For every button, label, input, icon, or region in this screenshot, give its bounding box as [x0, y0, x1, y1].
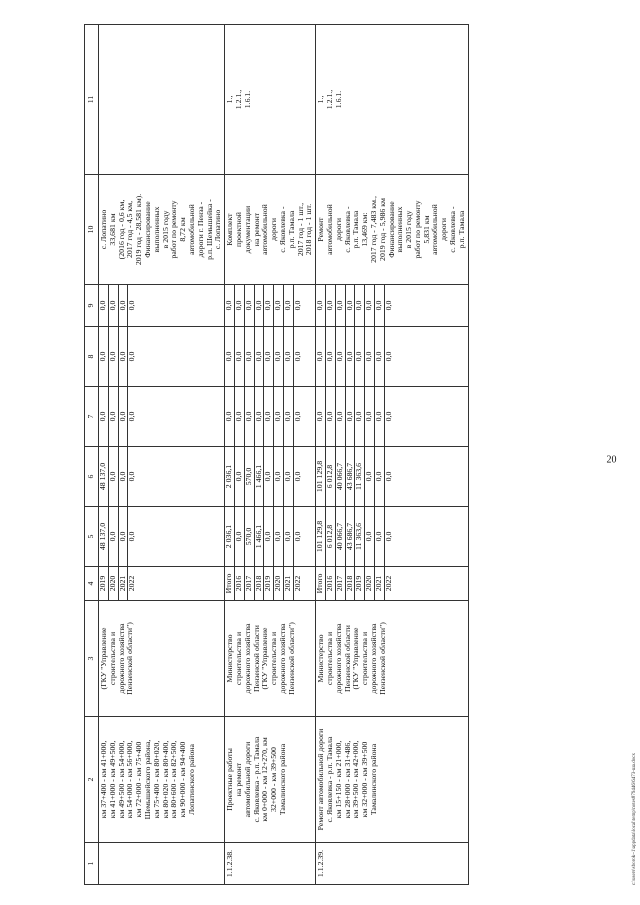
value-cell: 0,0: [274, 507, 284, 566]
value-cell: 0,0: [127, 531, 137, 542]
value-cell: 0,0: [109, 327, 119, 386]
value-cell: 2 036,1: [225, 507, 235, 566]
value-cell: 40 066,7: [336, 507, 346, 566]
value-cell: 2018: [346, 567, 356, 600]
row-executor-text: Министерство строительства и дорожного хозяйства Пензенской области (ГКУ "Управление строительства и дорожного хозяйства Пензенской области"): [316, 622, 387, 695]
value-cell: Итого: [316, 567, 326, 600]
value-cell: 0,0: [109, 447, 119, 506]
values-c6: [225, 447, 316, 507]
value-cell: 0,0: [274, 447, 284, 506]
value-cell: 0,0: [284, 507, 294, 566]
row-result: [99, 175, 225, 285]
file-path-footer: c:\users\sborok~1\appdata\local\temp\notes879446\6473-ша.docx: [632, 753, 637, 885]
row-id: [316, 843, 469, 885]
value-cell: 2022: [127, 575, 137, 592]
values-c9: [225, 285, 316, 327]
page-number: 20: [606, 454, 617, 466]
value-cell: 11 363,6: [355, 447, 365, 506]
value-cell: 0,0: [355, 285, 365, 326]
program-table: [84, 24, 469, 885]
values-c8: [99, 327, 225, 387]
value-cell: 0,0: [365, 507, 375, 566]
value-cell: 0,0: [245, 285, 255, 326]
value-cell: 0,0: [264, 327, 274, 386]
value-cell: 0,0: [292, 300, 302, 311]
col-header: 5: [85, 507, 99, 567]
value-cell: 101 129,8: [316, 507, 326, 566]
row-id: [225, 843, 316, 885]
value-cell: 0,0: [292, 351, 302, 362]
row-indicators: [316, 25, 469, 175]
value-cell: 0,0: [284, 447, 294, 506]
value-cell: 2016: [235, 567, 245, 600]
row-executor: [225, 601, 316, 717]
value-cell: 0,0: [326, 387, 336, 446]
value-cell: 40 066,7: [336, 447, 346, 506]
row-name: [99, 717, 225, 843]
value-cell: 0,0: [274, 327, 284, 386]
value-cell: 0,0: [225, 285, 235, 326]
table-body: [99, 25, 469, 885]
value-cell: 0,0: [326, 327, 336, 386]
value-cell: 2017: [245, 567, 255, 600]
value-cell: 0,0: [99, 387, 109, 446]
value-cell: 2020: [109, 567, 119, 600]
row-indicators-text: 1., 1.2.1., 1.6.1.: [316, 89, 343, 110]
value-cell: 1 466,1: [255, 447, 265, 506]
values-c5: [99, 507, 225, 567]
header-row: [85, 25, 99, 885]
value-cell: 0,0: [245, 327, 255, 386]
value-cell: 0,0: [235, 285, 245, 326]
value-cell: 43 686,7: [346, 447, 356, 506]
row-executor-text: (ГКУ "Управление строительства и дорожного хозяйства Пензенской области"): [99, 622, 135, 695]
values-years: [99, 567, 225, 601]
value-cell: 0,0: [292, 471, 302, 482]
value-cell: 0,0: [336, 285, 346, 326]
value-cell: 0,0: [375, 285, 385, 326]
value-cell: 0,0: [255, 285, 265, 326]
value-cell: 2022: [292, 575, 302, 592]
table-row: [99, 25, 225, 885]
value-cell: 0,0: [109, 285, 119, 326]
values-c7: [225, 387, 316, 447]
value-cell: 0,0: [355, 387, 365, 446]
value-cell: 101 129,8: [316, 447, 326, 506]
value-cell: 2019: [99, 567, 109, 600]
value-cell: 0,0: [383, 411, 393, 422]
value-cell: 0,0: [225, 387, 235, 446]
values-c8: [316, 327, 469, 387]
value-cell: 0,0: [292, 411, 302, 422]
value-cell: 6 012,8: [326, 447, 336, 506]
value-cell: 0,0: [264, 387, 274, 446]
value-cell: 0,0: [255, 387, 265, 446]
value-cell: 0,0: [375, 447, 385, 506]
value-cell: 0,0: [383, 351, 393, 362]
value-cell: 0,0: [264, 285, 274, 326]
value-cell: 0,0: [346, 327, 356, 386]
row-id: [99, 843, 225, 885]
value-cell: 0,0: [119, 387, 129, 446]
value-cell: 0,0: [264, 507, 274, 566]
values-years: [316, 567, 469, 601]
value-cell: 0,0: [264, 447, 274, 506]
row-result: [316, 175, 469, 285]
value-cell: 0,0: [109, 387, 119, 446]
value-cell: 0,0: [235, 447, 245, 506]
values-years: [225, 567, 316, 601]
row-name-text: км 37+400 - км 41+000, км 41+000 - км 49+500, км 49+500 - км 54+000, км 54+000 - км 56+000, км 72+000 - км 75+400 Шемышейского района, км 75+400 - км 80+020, км 80+020 - км 80+400, км 80+600 - км 82+500, км 90+000 - км 94+400 Лопатинского района: [99, 739, 196, 820]
value-cell: 1 466,1: [255, 507, 265, 566]
value-cell: 0,0: [292, 531, 302, 542]
value-cell: 0,0: [375, 387, 385, 446]
col-header: 7: [85, 387, 99, 447]
value-cell: 570,0: [245, 447, 255, 506]
row-id-text: 1.1.2.38.: [225, 849, 235, 878]
row-result-text: Комплект проектной документации на ремонт автомобильной дороги с. Яковлевка - р.п. Тамала 2017 год - 1 шт., 2018 год - 1 шт.: [225, 202, 314, 257]
col-header: 6: [85, 447, 99, 507]
value-cell: 0,0: [346, 285, 356, 326]
value-cell: 0,0: [119, 327, 129, 386]
col-header: 10: [85, 175, 99, 285]
value-cell: 0,0: [225, 327, 235, 386]
value-cell: 2021: [284, 567, 294, 600]
value-cell: 0,0: [316, 387, 326, 446]
value-cell: 0,0: [383, 300, 393, 311]
values-c9: [316, 285, 469, 327]
values-c8: [225, 327, 316, 387]
value-cell: 2019: [355, 567, 365, 600]
value-cell: 0,0: [235, 327, 245, 386]
row-indicators-text: 1., 1.2.1., 1.6.1.: [225, 89, 252, 110]
row-executor: [99, 601, 225, 717]
values-c7: [99, 387, 225, 447]
value-cell: 43 686,7: [346, 507, 356, 566]
value-cell: 0,0: [255, 327, 265, 386]
col-header: 1: [85, 843, 99, 885]
value-cell: 0,0: [119, 285, 129, 326]
value-cell: 0,0: [127, 411, 137, 422]
value-cell: 0,0: [365, 447, 375, 506]
row-result-text: с. Лопатино 33,681 км (2016 год - 0,6 км, 2017 год - 4,5 км, 2019 год - 28,581 км). Финансирование выполненных в 2015 году работ по ремонту 8,72 км автомобильной дороги г. Пенза - р.п. Шемышейка - с. Лопатино: [99, 193, 223, 266]
value-cell: 2021: [119, 567, 129, 600]
value-cell: 0,0: [336, 327, 346, 386]
value-cell: 0,0: [284, 387, 294, 446]
row-id-text: 1.1.2.39.: [316, 849, 326, 878]
col-header: 11: [85, 25, 99, 175]
value-cell: 0,0: [274, 387, 284, 446]
value-cell: 0,0: [375, 507, 385, 566]
value-cell: 0,0: [365, 327, 375, 386]
row-executor: [316, 601, 469, 717]
row-indicators: [225, 25, 316, 175]
value-cell: 0,0: [127, 300, 137, 311]
value-cell: 0,0: [284, 285, 294, 326]
value-cell: 2017: [336, 567, 346, 600]
value-cell: 48 137,0: [99, 447, 109, 506]
value-cell: 0,0: [365, 387, 375, 446]
values-c6: [316, 447, 469, 507]
value-cell: 0,0: [365, 285, 375, 326]
value-cell: 0,0: [346, 387, 356, 446]
value-cell: 0,0: [284, 327, 294, 386]
value-cell: 0,0: [235, 507, 245, 566]
table-row: [316, 25, 469, 885]
value-cell: 0,0: [336, 387, 346, 446]
value-cell: 0,0: [127, 471, 137, 482]
row-name-text: Проектные работы на ремонт автомобильной дороги с. Яковлевка - р.п. Тамала км 0+000 - км 12+270, км 32+000 - км 39+500 Тамалинского района: [225, 736, 287, 823]
value-cell: 0,0: [383, 471, 393, 482]
value-cell: 570,0: [245, 507, 255, 566]
row-name: [316, 717, 469, 843]
values-c9: [99, 285, 225, 327]
table-row: [225, 25, 316, 885]
value-cell: 0,0: [316, 327, 326, 386]
value-cell: 0,0: [375, 327, 385, 386]
value-cell: 11 363,6: [355, 507, 365, 566]
value-cell: 2020: [274, 567, 284, 600]
value-cell: 0,0: [274, 285, 284, 326]
value-cell: 6 012,8: [326, 507, 336, 566]
value-cell: Итого: [225, 567, 235, 600]
row-name-text: Ремонт автомобильной дороги с. Яковлевка - р.п. Тамала км 15+150 - км 21+000, км 28+000 - км 31+486, км 39+500 - км 42+000, км 32+000 - км 39+500 Тамалинского района: [316, 728, 378, 831]
value-cell: 0,0: [119, 447, 129, 506]
row-executor-text: Министерство строительства и дорожного хозяйства Пензенской области (ГКУ "Управление строительства и дорожного хозяйства Пензенской области"): [225, 622, 296, 695]
values-c6: [99, 447, 225, 507]
value-cell: 0,0: [245, 387, 255, 446]
value-cell: 0,0: [326, 285, 336, 326]
value-cell: 2020: [365, 567, 375, 600]
value-cell: 0,0: [109, 507, 119, 566]
values-c5: [316, 507, 469, 567]
value-cell: 2 036,1: [225, 447, 235, 506]
row-name: [225, 717, 316, 843]
col-header: 8: [85, 327, 99, 387]
col-header: 4: [85, 567, 99, 601]
value-cell: 2018: [255, 567, 265, 600]
value-cell: 0,0: [127, 351, 137, 362]
values-c5: [225, 507, 316, 567]
col-header: 3: [85, 601, 99, 717]
value-cell: 0,0: [235, 387, 245, 446]
value-cell: 0,0: [99, 327, 109, 386]
value-cell: 2019: [264, 567, 274, 600]
value-cell: 2016: [326, 567, 336, 600]
col-header: 9: [85, 285, 99, 327]
value-cell: 2021: [375, 567, 385, 600]
value-cell: 48 137,0: [99, 507, 109, 566]
values-c7: [316, 387, 469, 447]
row-indicators: [99, 25, 225, 175]
value-cell: 0,0: [119, 507, 129, 566]
col-header: 2: [85, 717, 99, 843]
value-cell: 0,0: [355, 327, 365, 386]
row-result: [225, 175, 316, 285]
row-result-text: Ремонт автомобильной дороги с. Яковлевка - р.п. Тамала 13,469 км: 2017 год - 7,483 км., 2019 год - 5,986 км Финансирование выполненных в 2015 году работ по ремонту 5,831 км автомобильной дороги с. Яковлевка - р.п. Тамала: [316, 196, 466, 263]
value-cell: 0,0: [99, 285, 109, 326]
value-cell: 0,0: [383, 531, 393, 542]
value-cell: 0,0: [316, 285, 326, 326]
value-cell: 2022: [383, 575, 393, 592]
